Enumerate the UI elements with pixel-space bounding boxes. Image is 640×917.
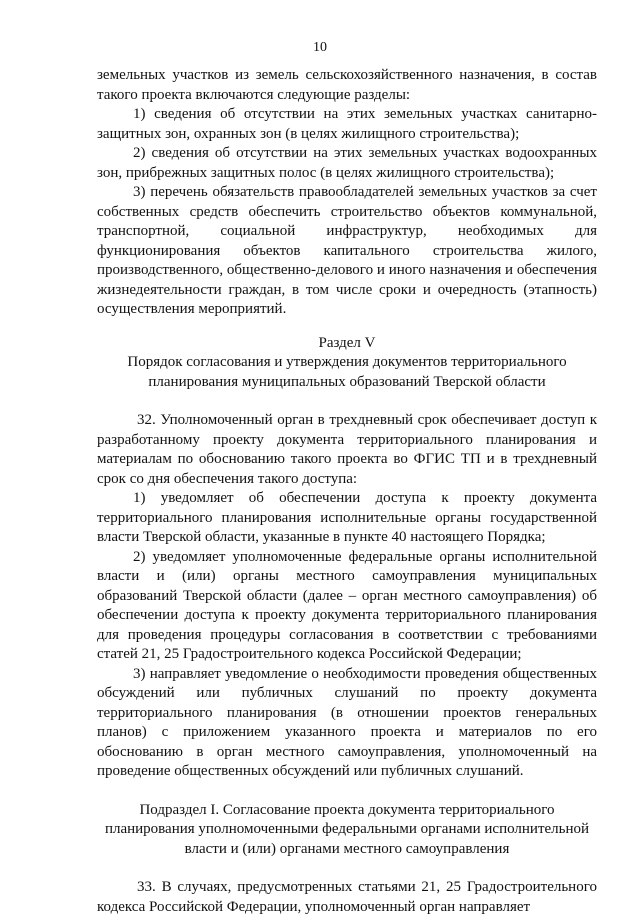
section-title-line-1: Порядок согласования и утверждения документов территориального — [127, 354, 567, 370]
subsection-title-line-1: Подраздел I. Согласование проекта документа территориального — [139, 801, 555, 818]
paragraph-32-item-1: 1) уведомляет об обеспечении доступа к проекту документа территориального планирования исполнительные органы государственной власти Тверской области, указанные в пункте 40 настоящего Порядка; — [97, 490, 597, 545]
paragraph-32-item-3: 3) направляет уведомление о необходимости проведения общественных обсуждений или публичных слушаний по проекту документа территориального планирования (в отношении проектов генеральных планов) с приложением указанного проекта и материалов по его обоснованию в орган местного самоуправления, уполномоченный на проведение общественных обсуждений или публичных слушаний. — [97, 665, 597, 779]
section-title-line-2: планирования муниципальных образований Тверской области — [148, 373, 546, 390]
subsection-title-line-3: власти и (или) органами местного самоуправления — [184, 840, 510, 857]
list-item-3: 3) перечень обязательств правообладателей земельных участков за счет собственных средств обеспечить строительство объектов коммунальной, транспортной, социальной инфраструктур, необходимых для функционирования объектов капитального строительства жилого, производственного, общественно-делового и иного назначения и обеспечения жизнедеятельности граждан, в том числе сроки и очередность (этапность) осуществления мероприятий. — [97, 184, 597, 317]
list-item-2: 2) сведения об отсутствии на этих земельных участках водоохранных зон, прибрежных защитных полос (в целях жилищного строительства); — [97, 145, 597, 181]
paragraph-32: 32. Уполномоченный орган в трехдневный срок обеспечивает доступ к разработанному проекту документа территориального планирования и материалам по обоснованию такого проекта во ФГИС ТП и в трехдневный срок со дня обеспечения такого доступа: — [97, 412, 597, 487]
subsection-title-line-2: планирования уполномоченными федеральными органами исполнительной — [104, 821, 590, 837]
document-body — [97, 66, 597, 917]
paragraph-intro: земельных участков из земель сельскохозяйственного назначения, в состав такого проекта включаются следующие разделы: — [97, 67, 597, 103]
paragraph-33: 33. В случаях, предусмотренных статьями 21, 25 Градостроительного кодекса Российской Федерации, уполномоченный орган направляет — [97, 879, 597, 915]
paragraph-32-item-2: 2) уведомляет уполномоченные федеральные органы исполнительной власти и (или) органы местного самоуправления муниципальных образований Тверской области (далее – орган местного самоуправления) об обеспечении доступа к проекту документа территориального планирования для проведения процедуры согласования в соответствии с требованиями статей 21, 25 Градостроительного кодекса Российской Федерации; — [97, 548, 597, 662]
page-number: 10 — [313, 40, 327, 55]
list-item-1: 1) сведения об отсутствии на этих земельных участках санитарно-защитных зон, охранных зон (в целях жилищного строительства); — [97, 106, 597, 142]
section-number: Раздел V — [318, 334, 376, 351]
